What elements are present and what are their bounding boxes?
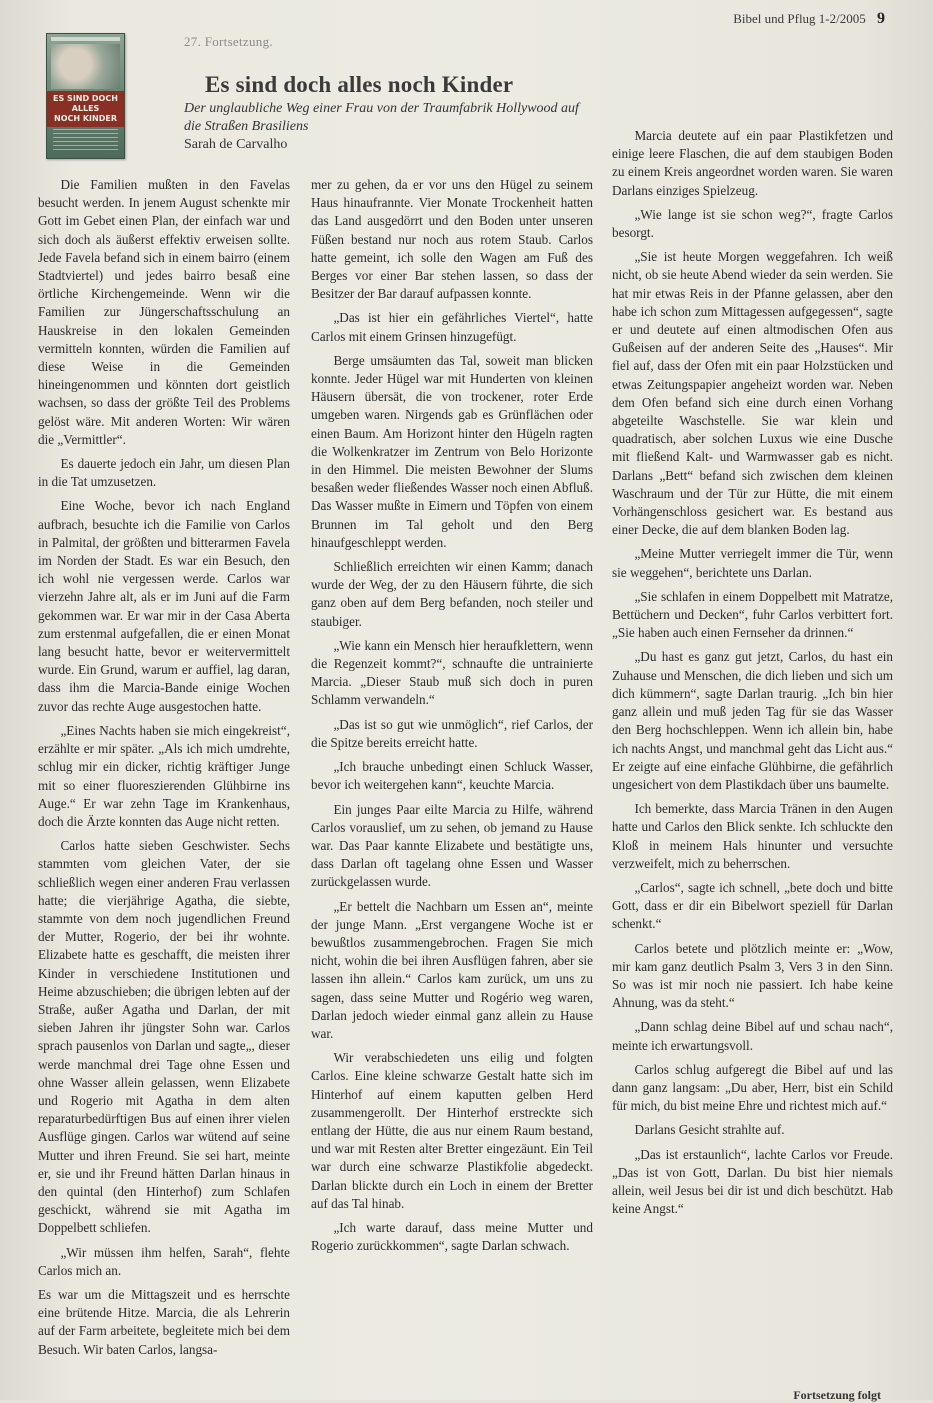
paragraph: Es war um die Mittagszeit und es herrschte eine brütende Hitze. Marcia, die als Lehrerin auf der Farm arbeitete, begleitete mich bei dem Besuch. Wir baten Carlos, langsa- (38, 1286, 290, 1357)
paragraph: „Du hast es ganz gut jetzt, Carlos, du hast ein Zuhause und Menschen, die dich lieben und sich um dich kümmern“, sagte Darlan traurig. „Ich bin hier ganz allein und muß jeden Tag für sie das Wasser den Berg hochschleppen. Wenn ich allein bin, habe ich nachts Angst, und manchmal geht das Licht aus.“ Er zeigte auf eine einfache Glühbirne, die gefährlich ungesichert von dem Plastikdach über uns baumelte. (612, 649, 893, 792)
paragraph: „Wie lange ist sie schon weg?“, fragte Carlos besorgt. (612, 206, 893, 241)
paragraph: Schließlich erreichten wir einen Kamm; danach wurde der Weg, der zu den Häusern führte, die sich ganz oben auf dem Berg befanden, noch steiler und staubiger. (311, 559, 593, 629)
paragraph: „Carlos“, sagte ich schnell, „bete doch und bitte Gott, dass er dir ein Bibelwort speziell für Darlan schenkt.“ (612, 879, 893, 932)
paragraph: „Eines Nachts haben sie mich eingekreist“, erzählte er mir später. „Als ich mich umdrehte, schlug mir ein dicker, richtig kräftiger Junge mit so einer fluoreszierenden Glühbirne ins Auge.“ Er war zehn Tage im Krankenhaus, doch die Ärzte konnten das Auge nicht retten. (38, 722, 290, 829)
installment-label: 27. Fortsetzung. (184, 34, 273, 49)
paragraph: „Das ist erstaunlich“, lachte Carlos vor Freude. „Das ist von Gott, Darlan. Du bist hier niemals allein, weil Jesus bei dir ist und dich beschützt. Hab keine Angst.“ (612, 1146, 893, 1217)
article-title: Es sind doch alles noch Kinder (205, 72, 514, 97)
paragraph: „Das ist so gut wie unmöglich“, rief Carlos, der die Spitze bereits erreicht hatte. (311, 716, 593, 750)
cover-photo (51, 44, 120, 89)
text-column-2 (311, 176, 593, 1261)
paragraph: Carlos schlug aufgeregt die Bibel auf und las dann ganz langsam: „Du aber, Herr, bist ein Schild für mich, du bist meine Ehre und richtest mich auf.“ (612, 1061, 893, 1114)
paragraph: „Das ist hier ein gefährliches Viertel“, hatte Carlos mit einem Grinsen hinzugefügt. (311, 310, 593, 344)
paragraph: „Wie kann ein Mensch hier heraufklettern, wenn die Regenzeit kommt?“, schnaufte die untrainierte Marcia. „Dieser Staub muß sich doch in puren Schlamm verwandeln.“ (311, 637, 593, 708)
article-subtitle: Der unglaubliche Weg einer Frau von der Traumfabrik Hollywood auf die Straßen Brasiliens (184, 101, 579, 134)
article-author: Sarah de Carvalho (184, 137, 288, 152)
publication-info: Bibel und Pflug 1-2/2005 (733, 11, 866, 26)
paragraph: Carlos betete und plötzlich meinte er: „Wow, mir kam ganz deutlich Psalm 3, Vers 3 in den Sinn. So was ist mir noch nie passiert. Ich habe keine Ahnung, was da steht.“ (612, 940, 893, 1011)
paragraph: Wir verabschiedeten uns eilig und folgten Carlos. Eine kleine schwarze Gestalt hatte sich im Hinterhof auf einem kaputten gelben Herd zusammengerollt. Der Hinterhof erstreckte sich entlang der Hütte, die aus nur einem Raum bestand, und war mit Resten alter Bretter eingezäunt. Ein Teil war durch eine schwarze Plastikfolie abgedeckt. Darlan blickte durch ein Loch in einem der Bretter auf das Tal hinab. (311, 1050, 593, 1211)
paragraph: Darlans Gesicht strahlte auf. (634, 1122, 785, 1138)
paragraph: Ich bemerkte, dass Marcia Tränen in den Augen hatte und Carlos den Blick senkte. Ich schluckte den Kloß in meinem Hals hinunter und versuchte verzweifelt, mich zu beherrschen. (612, 801, 893, 871)
continued-note: Fortsetzung folgt (793, 1388, 881, 1402)
text-column-3 (612, 127, 893, 1224)
paragraph: Berge umsäumten das Tal, soweit man blicken konnte. Jeder Hügel war mit Hunderten von kleinen Häusern übersät, die von trockener, roter Erde umgeben waren. Nirgends gab es Grünflächen oder einen Baum. Am Horizont hinter den Hügeln ragten die Wolkenkratzer im Zentrum von Belo Horizonte in den Himmel. Die meisten Bewohner der Slums besaßen weder fließendes Wasser noch einen Abfluß. Das Wasser mußte in Eimern und Töpfen von einem Brunnen im Tal geholt und den Berg hinaufgeschleppt werden. (311, 352, 593, 550)
paragraph: Es dauerte jedoch ein Jahr, um diesen Plan in die Tat umzusetzen. (38, 456, 290, 490)
paragraph: Carlos hatte sieben Geschwister. Sechs stammten vom gleichen Vater, der sie schließlich wegen einer anderen Frau verlassen hatte; die vierjährige Agatha, die siebte, stammte von dem noch jugendlichen Freund der Mutter, Rogerio, der bei ihr wohnte. Elizabete hatte es geschafft, die meisten ihrer Kinder in verschiedene Institutionen und Heime abzuschieben; die übrigen lebten auf der Straße, außer Agatha und Darlan, der mit sieben Jahren ihr jüngster Sohn war. Carlos sprach pausenlos von Darlan und sagte„, dieser werde manchmal drei Tage ohne Essen und ohne Wasser allein gelassen, wenn Elizabete und Rogerio mit Agatha in dem alten reparaturbedürftigen Bus auf einen ihrer vielen Ausflüge gingen. Carlos war wütend auf seine Mutter und ihren Freund. Sie sei hart, meinte er, sie und ihr Freund hätten Darlan hinaus in den quintal (den Hinterhof) zum Schlafen geschickt, während sie mit Agatha im Doppelbett schliefen. (38, 838, 290, 1236)
paragraph: Marcia deutete auf ein paar Plastikfetzen und einige leere Flaschen, die auf dem staubigen Boden zu einem Kreis angeordnet worden waren. Sie waren Darlans einziges Spielzeug. (612, 128, 893, 198)
paragraph: „Ich warte darauf, dass meine Mutter und Rogerio zurückkommen“, sagte Darlan schwach. (311, 1219, 593, 1254)
paragraph: „Wir müssen ihm helfen, Sarah“, flehte Carlos mich an. (38, 1244, 290, 1278)
book-cover-image (46, 33, 125, 159)
paragraph: „Ich brauche unbedingt einen Schluck Wasser, bevor ich weitergehen kann“, keuchte Marcia. (311, 759, 593, 793)
paragraph: Eine Woche, bevor ich nach England aufbrach, besuchte ich die Familie von Carlos in Palmital, der größten und bitterarmen Favela im Norden der Stadt. Es war ein Besuch, den ich wohl nie vergessen werde. Carlos war vierzehn Jahre alt, als er im Juni auf die Farm gekommen war. Er war mir in der Casa Aberta zum erstenmal aufgefallen, die er einen Monat lang besucht hatte, bevor er weitervermittelt wurde. Ein Grund, warum er auffiel, lag daran, dass ihm die Marcia-Bande einige Wochen zuvor das rechte Auge ausgestochen hatte. (38, 498, 290, 714)
paragraph: „Meine Mutter verriegelt immer die Tür, wenn sie weggehen“, berichtete uns Darlan. (612, 546, 893, 580)
paragraph: „Sie schlafen in einem Doppelbett mit Matratze, Bettüchern und Decken“, fuhr Carlos verbittert fort. „Sie haben auch einen Fernseher da drinnen.“ (612, 588, 893, 641)
paragraph: mer zu gehen, da er vor uns den Hügel zu seinem Haus hinaufrannte. Vier Monate Trockenheit hatten das Land ausgedörrt und den Boden unter unseren Füßen bestand nur noch aus rotem Staub. Carlos hatte gemeint, ich solle den Wagen am Fuß des Berges vor einer Bar stehen lassen, so dass der Besitzer der Bar darauf aufpassen konnte. (311, 177, 593, 302)
text-column-1 (38, 176, 290, 1365)
paragraph: Die Familien mußten in den Favelas besucht werden. In jenem August schenkte mir Gott im Gebet einen Plan, der einfach war und sich doch als äußerst effektiv erweisen sollte. Jede Favela befand sich in einem bairro (einem Stadtviertel) und jedes bairro besaß eine örtliche Kirchengemeinde. Wenn wir die Familien zur Jüngerschaftsschulung an Hauskreise in den lokalen Gemeinden vermitteln konnten, würden die Familien auf diese Weise in die Gemeinden hineingenommen und könnten dort geistlich wachsen, so dass der größte Teil des Problems gelöst wäre. Mit anderen Worten: Wir wären die „Vermittler“. (38, 177, 290, 447)
book-cover-title: ES SIND DOCH ALLES NOCH KINDER (53, 94, 118, 123)
paragraph: „Dann schlag deine Bibel auf und schau nach“, meinte ich erwartungsvoll. (612, 1019, 893, 1053)
paragraph: „Er bettelt die Nachbarn um Essen an“, meinte der junge Mann. „Erst vergangene Woche ist er bewußtlos zusammengebrochen. Fragen Sie mich nicht, wohin die bei ihren Ausflügen fahren, aber sie lassen ihn allein.“ Carlos kam zurück, um uns zu sagen, dass seine Mutter und Rogério weg waren, Darlan jedoch wieder einmal ganz allein zu Hause war. (311, 898, 593, 1041)
page-number: 9 (877, 10, 885, 27)
paragraph: Ein junges Paar eilte Marcia zu Hilfe, während Carlos vorauslief, um zu sehen, ob jemand zu Hause war. Das Paar kannte Elizabete und bestätigte uns, dass Darlan oft tagelang ohne Essen und Wasser zurückgelassen wurde. (311, 801, 593, 890)
page-header (733, 10, 885, 28)
paragraph: „Sie ist heute Morgen weggefahren. Ich weiß nicht, ob sie heute Abend wieder da sein werden. Sie hat mir etwas Reis in der Pfanne gelassen, aber den habe ich schon zum Mittagessen aufgegessen“, sagte er und deutete auf einen altmodischen Ofen aus Gußeisen auf der anderen Seite des „Hauses“. Mir fiel auf, dass der Ofen mit ein paar Holzstücken und etwas Zeitungspapier angeheizt worden war. Neben dem Ofen befand sich eine durch einen Vorhang abgeteilte Waschstelle. Sie war klein und quadratisch, aber solchen Luxus wie eine Dusche mit fließend Kalt- und Warmwasser gab es nicht. Darlans „Bett“ befand sich zwischen dem kleinen Waschraum und der Tür zur Hütte, die mit einem Vorhängenschloss gesichert war. Es bestand aus einer Decke, die auf dem blanken Boden lag. (612, 249, 893, 538)
